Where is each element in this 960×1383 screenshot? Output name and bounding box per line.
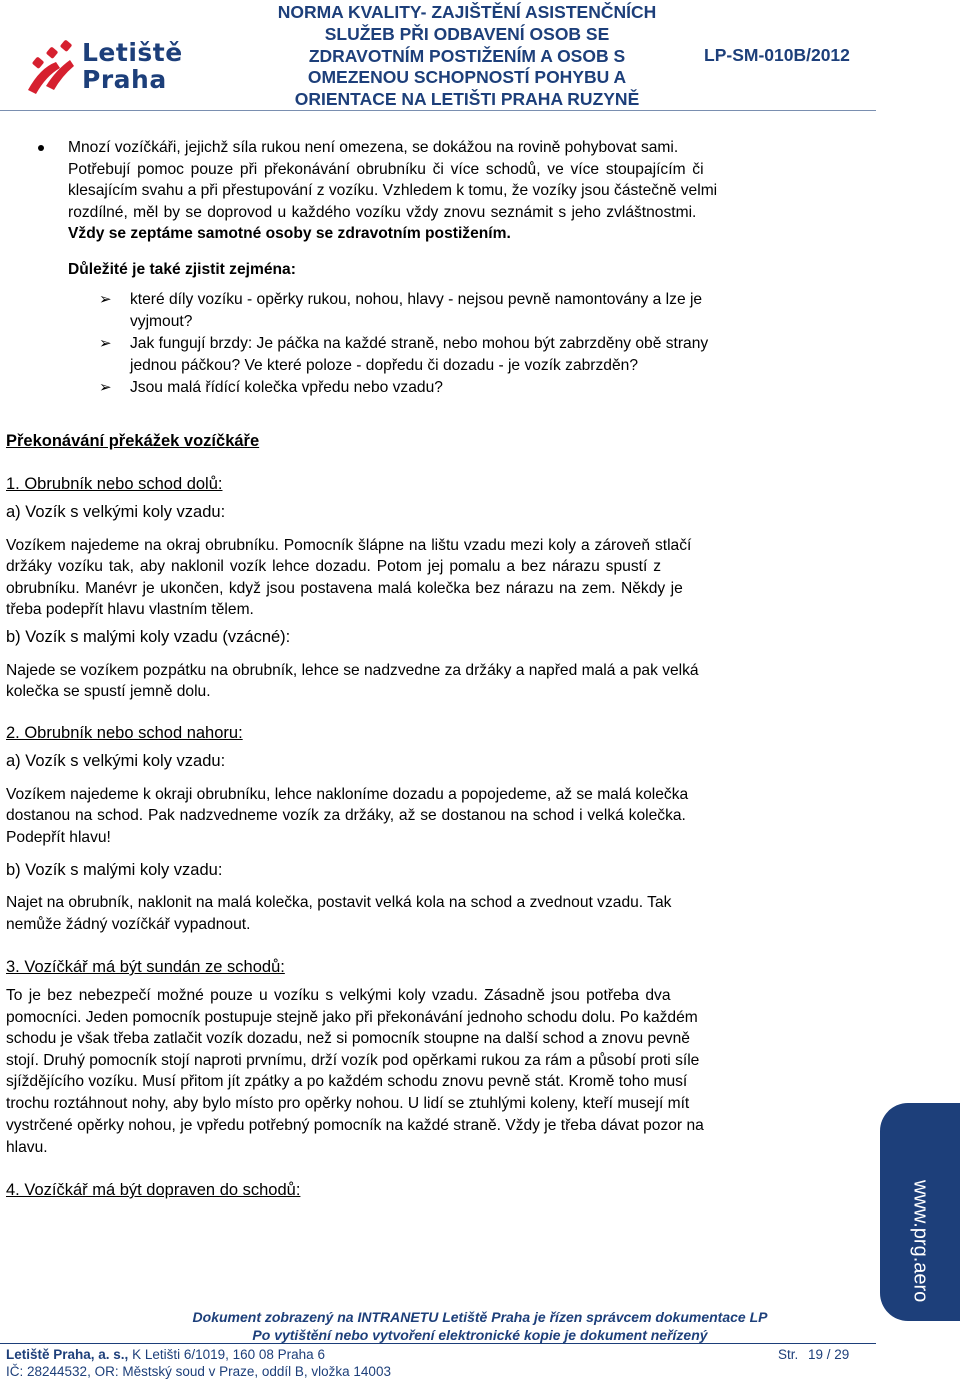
company-name: Letiště Praha, a. s., [6,1347,129,1362]
company-logo [26,38,226,98]
paragraph-line: vystrčené opěrky nohou, je vpředu potřebný pomocník na každé straně. Vždy je třeba dávat pozor na [6,1117,704,1134]
logo-text-line2: Praha [82,65,167,94]
paragraph-line: Vozíkem najedeme k okraji obrubníku, lehce nakloníme dozadu a popojedeme, až se malá kolečka [6,786,689,803]
question-line: Jsou malá řídící kolečka vpředu nebo vzadu? [130,379,443,396]
subsection-heading: a) Vozík s velkými koly vzadu: [6,503,226,521]
footer-notice: Po vytištění nebo vytvoření elektronické kopie je dokument neřízený [252,1327,708,1343]
arrow-bullet-icon: ➢ [99,379,112,396]
paragraph-line: trochu roztáhnout nohy, aby bylo místo pro opěrky nohou. U lidí se ztuhlými koleny, kteří musejí mít [6,1095,690,1112]
subsection-heading: b) Vozík s malými koly vzadu (vzácné): [6,628,291,646]
bullet-dot [38,145,44,151]
paragraph-line: dostanou na schod. Pak nadzvedneme vozík za držáky, až se dostanou na schod i velká kolečka. [6,807,686,824]
paragraph-line: Najede se vozíkem pozpátku na obrubník, lehce se nadzvedne za držáky a napřed malá a pak velká [6,662,699,679]
paragraph-line: nemůže žádný vozíčkář vypadnout. [6,916,251,933]
footer-notice: Dokument zobrazený na INTRANETU Letiště Praha je řízen správcem dokumentace LP [192,1309,768,1325]
question-line: vyjmout? [130,313,193,330]
document-code: LP-SM-010B/2012 [704,45,850,65]
subsection-title: 1. Obrubník nebo schod dolů: [6,475,223,493]
bullet-text-line: Potřebují pomoc pouze při překonávání obrubníku či více schodů, ve více stoupajícím či [68,161,704,178]
paragraph-line: To je bez nebezpečí možné pouze u vozíku s velkými koly vzadu. Zásadně jsou potřeba dva [6,987,671,1004]
title-line: ZDRAVOTNÍM POSTIŽENÍM A OSOB S [308,45,626,66]
arrow-bullet-icon: ➢ [99,291,112,308]
subsection-title: 2. Obrubník nebo schod nahoru: [6,724,243,742]
page-label: Str. [778,1347,799,1362]
website-side-tab [880,1103,960,1321]
title-line: NORMA KVALITY- ZAJIŠTĚNÍ ASISTENČNÍCH [277,2,657,22]
arrow-bullet-icon: ➢ [99,335,112,352]
bullet-text-line: Mnozí vozíčkáři, jejichž síla rukou není omezena, se dokážou na rovině pohybovat sami. [68,139,679,156]
subsection-title: 4. Vozíčkář má být dopraven do schodů: [6,1181,301,1199]
header-divider [0,110,876,111]
important-heading: Důležité je také zjistit zejména: [68,261,296,278]
paragraph-line: stojí. Druhý pomocník stojí naproti prvnímu, drží vozík pod opěrkami rukou za rám a působí proti síle [6,1052,700,1069]
paragraph-line: třeba podepřít hlavu vlastním tělem. [6,601,254,618]
paragraph-line: Najet na obrubník, naklonit na malá kolečka, postavit velká kola na schod a zvednout vzadu. Tak [6,894,672,911]
paragraph-line: držáky vozíku tak, aby naklonil vozík lehce dozadu. Potom jej pomalu a bez nárazu spustí z [6,558,662,575]
paragraph-line: Podepřít hlavu! [6,829,111,846]
footer-divider [0,1343,876,1344]
question-line: které díly vozíku - opěrky rukou, nohou, hlavy - nejsou pevně namontovány a lze je [130,291,703,308]
paragraph-line: schodu je však třeba zatlačit vozík dozadu, než si pomocník stoupne na další schod a znovu pevně [6,1030,690,1047]
paragraph-line: pomocníci. Jeden pomocník postupuje stejně jako při překonávání jednoho schodu dolu. Po každém [6,1009,698,1026]
question-line: jednou páčkou? Ve které poloze - dopředu či dozadu - je vozík zabrzděn? [130,357,638,374]
paragraph-line: hlavu. [6,1139,48,1156]
logo-mark-icon [26,38,82,98]
subsection-title: 3. Vozíčkář má být sundán ze schodů: [6,958,285,976]
paragraph-line: Vozíkem najedeme na okraj obrubníku. Pomocník šlápne na lištu vzadu mezi koly a zároveň stlačí [6,537,692,554]
website-url[interactable]: www.prg.aero [909,1180,932,1303]
bullet-text-line: rozdílné, měl by se doprovod u každého vozíku vždy znovu seznámit s jeho zvláštnostmi. [68,204,697,221]
company-address: K Letišti 6/1019, 160 08 Praha 6 [128,1347,325,1362]
document-title [238,2,696,111]
title-line: SLUŽEB PŘI ODBAVENÍ OSOB SE [324,23,610,44]
page-number: 19 / 29 [808,1347,850,1362]
paragraph-line: obrubníku. Manévr je ukončen, když jsou postavena malá kolečka bez nárazu na zem. Někdy je [6,580,683,597]
logo-text-line1: Letiště [82,38,183,67]
subsection-heading: a) Vozík s velkými koly vzadu: [6,752,226,770]
footer-registry: IČ: 28244532, OR: Městský soud v Praze, oddíl B, vložka 14003 [6,1364,391,1379]
bullet-text-line: klesajícím svahu a při přestupování z vozíku. Vzhledem k tomu, že vozíky jsou částečně velmi [68,182,718,199]
paragraph-line: sjíždějícího vozíku. Musí přitom jít zpátky a po každém schodu znovu pevně stát. Kromě toho musí [6,1073,688,1090]
paragraph-line: kolečka se spustí jemně dolu. [6,683,211,700]
question-line: Jak fungují brzdy: Je páčka na každé straně, nebo mohou být zabrzděny obě strany [130,335,709,352]
footer-company [6,1346,325,1363]
section-title: Překonávání překážek vozíčkáře [6,432,260,450]
title-line: OMEZENOU SCHOPNOSTÍ POHYBU A [307,67,627,88]
title-line: ORIENTACE NA LETIŠTI PRAHA RUZYNĚ [294,89,640,110]
subsection-heading: b) Vozík s malými koly vzadu: [6,861,223,879]
bullet-bold-line: Vždy se zeptáme samotné osoby se zdravotním postižením. [68,225,511,242]
